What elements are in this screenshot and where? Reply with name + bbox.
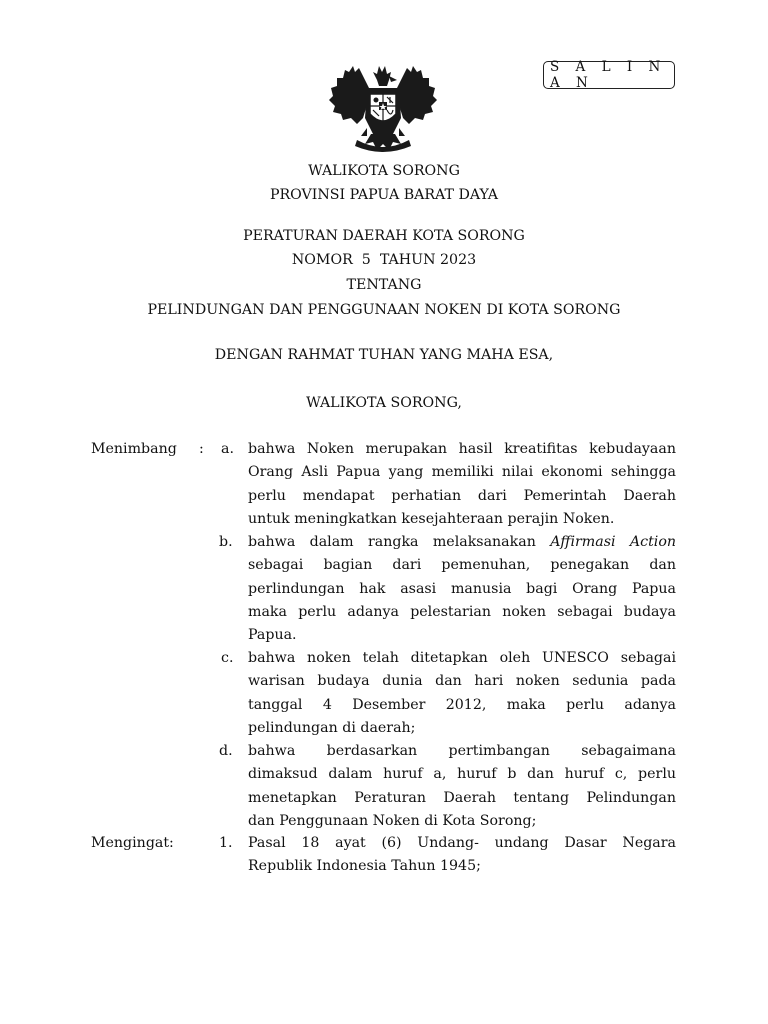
item-marker-1: 1. bbox=[219, 835, 233, 851]
mengingat-item-1 bbox=[248, 832, 676, 879]
text-line: dimaksud dalam huruf a, huruf b dan huruf c, perlu bbox=[248, 766, 676, 783]
regulation-about: TENTANG bbox=[346, 277, 422, 293]
text-line: menetapkan Peraturan Daerah tentang Pelindungan bbox=[248, 789, 676, 806]
menimbang-item-c bbox=[248, 647, 676, 740]
salinan-stamp: S A L I N A N bbox=[543, 61, 675, 89]
menimbang-item-d bbox=[248, 740, 676, 833]
mengingat-label: Mengingat: bbox=[91, 835, 174, 851]
issuer-title: WALIKOTA SORONG bbox=[308, 163, 460, 179]
text-line: bahwa berdasarkan pertimbangan sebagaimana bbox=[248, 743, 676, 759]
text-line: untuk meningkatkan kesejahteraan perajin Noken. bbox=[248, 510, 615, 527]
text-line: maka perlu adanya pelestarian noken sebagai budaya bbox=[248, 603, 676, 620]
text-line: bahwa Noken merupakan hasil kreatifitas kebudayaan bbox=[248, 441, 676, 457]
text-line: Orang Asli Papua yang memiliki nilai ekonomi sehingga bbox=[248, 464, 676, 481]
item-marker-b: b. bbox=[219, 534, 233, 550]
text-line: perlu mendapat perhatian dari Pemerintah Daerah bbox=[248, 487, 676, 504]
preamble-blessing: DENGAN RAHMAT TUHAN YANG MAHA ESA, bbox=[214, 347, 554, 363]
text-line: Republik Indonesia Tahun 1945; bbox=[248, 858, 481, 875]
text-line: bahwa noken telah ditetapkan oleh UNESCO sebagai bbox=[248, 650, 676, 666]
issuer-province: PROVINSI PAPUA BARAT DAYA bbox=[269, 187, 499, 203]
menimbang-label: Menimbang bbox=[91, 441, 177, 457]
italic-term: Affirmasi Action bbox=[550, 534, 677, 550]
menimbang-item-a bbox=[248, 438, 676, 531]
garuda-emblem-icon bbox=[327, 58, 439, 156]
regulation-title: PERATURAN DAERAH KOTA SORONG bbox=[243, 228, 525, 244]
menimbang-colon: : bbox=[199, 441, 204, 457]
text-segment: bahwa dalam rangka melaksanakan bbox=[248, 534, 551, 550]
text-line: dan Penggunaan Noken di Kota Sorong; bbox=[248, 812, 537, 829]
text-line: Pasal 18 ayat (6) Undang- undang Dasar Negara bbox=[248, 835, 676, 851]
item-marker-c: c. bbox=[221, 650, 234, 666]
text-line bbox=[248, 531, 676, 554]
text-line: perlindungan hak asasi manusia bagi Orang Papua bbox=[248, 580, 676, 597]
text-line: warisan budaya dunia dan hari noken sedunia pada bbox=[248, 673, 676, 690]
text-line: Papua. bbox=[248, 627, 297, 644]
regulation-subject: PELINDUNGAN DAN PENGGUNAAN NOKEN DI KOTA SORONG bbox=[147, 302, 621, 318]
menimbang-item-b bbox=[248, 531, 676, 647]
text-line: pelindungan di daerah; bbox=[248, 719, 416, 736]
text-line: tanggal 4 Desember 2012, maka perlu adanya bbox=[248, 696, 676, 713]
regulation-number: NOMOR 5 TAHUN 2023 bbox=[291, 252, 477, 268]
text-line: sebagai bagian dari pemenuhan, penegakan dan bbox=[248, 557, 676, 574]
preamble-authority: WALIKOTA SORONG, bbox=[306, 395, 462, 411]
item-marker-d: d. bbox=[219, 743, 233, 759]
item-marker-a: a. bbox=[221, 441, 234, 457]
